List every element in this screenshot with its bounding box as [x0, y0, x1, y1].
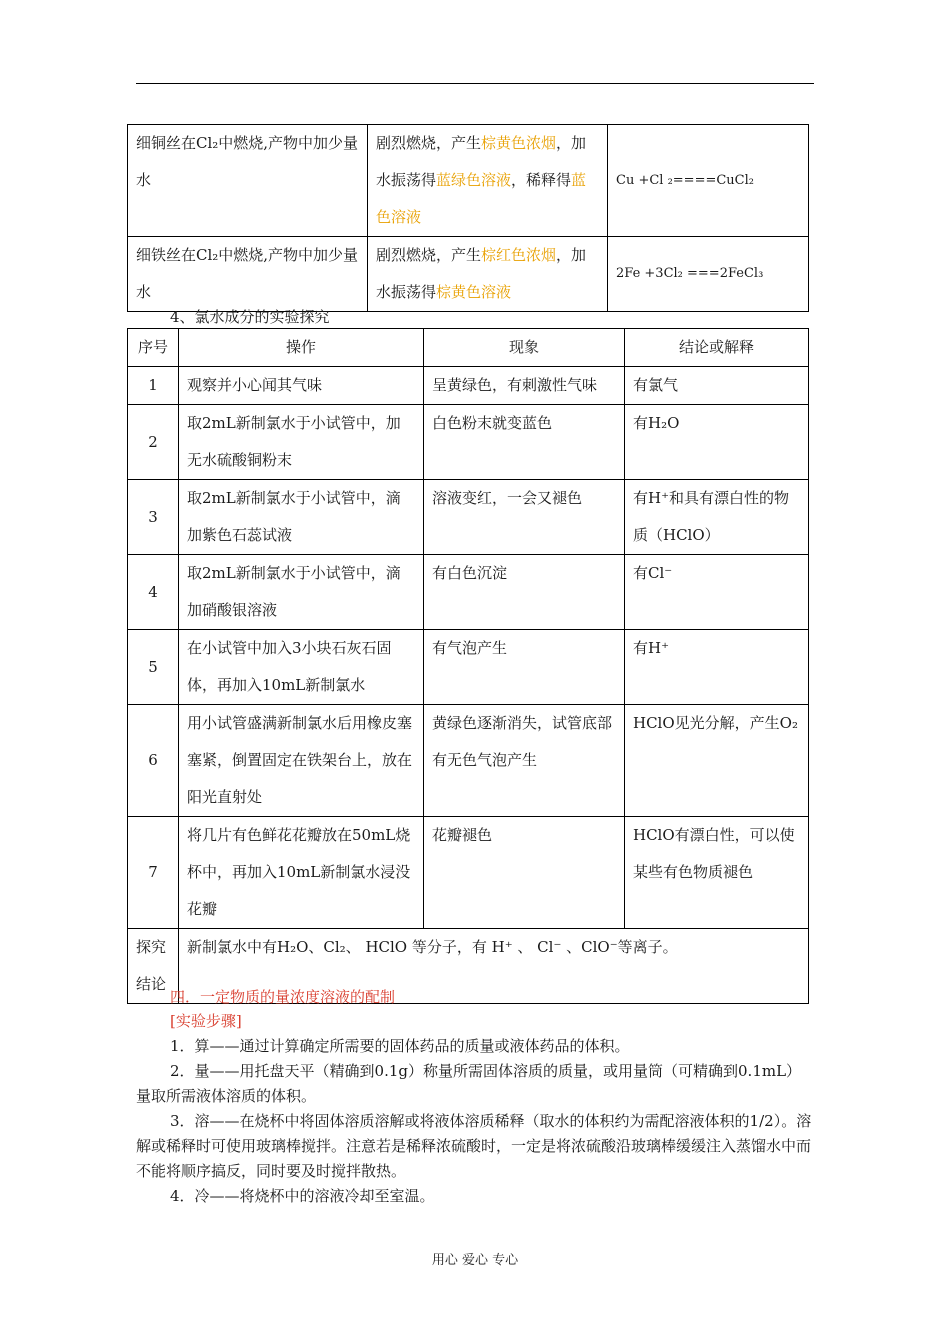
table-header-row	[128, 329, 809, 367]
operation-cell: 取2mL新制氯水于小试管中，加无水硫酸铜粉末	[179, 405, 424, 480]
procedure-steps	[136, 1034, 814, 1209]
row-number: 4	[128, 555, 179, 630]
table-row	[128, 555, 809, 630]
conclusion-cell: 有H₂O	[625, 405, 809, 480]
equation-cell: Cu +Cl ₂====CuCl₂	[608, 125, 809, 237]
row-number: 5	[128, 630, 179, 705]
phenomenon-cell: 黄绿色逐渐消失，试管底部有无色气泡产生	[424, 705, 625, 817]
conclusion-cell: HClO见光分解，产生O₂	[625, 705, 809, 817]
step-item: 1．算——通过计算确定所需要的固体药品的质量或液体药品的体积。	[170, 1037, 630, 1055]
conclusion-text: 新制氯水中有H₂O、Cl₂、 HClO 等分子，有 H⁺ 、 Cl⁻ 、ClO⁻等离子。	[179, 929, 809, 1004]
table-row	[128, 237, 809, 312]
table-row	[128, 630, 809, 705]
row-number: 7	[128, 817, 179, 929]
row-number: 3	[128, 480, 179, 555]
header-no: 序号	[128, 329, 179, 367]
phenomenon-cell: 花瓣褪色	[424, 817, 625, 929]
table-row	[128, 817, 809, 929]
conclusion-label: 探究结论	[128, 929, 179, 1004]
operation-cell: 取2mL新制氯水于小试管中，滴加紫色石蕊试液	[179, 480, 424, 555]
conclusion-cell: 有H⁺和具有漂白性的物质（HClO）	[625, 480, 809, 555]
conclusion-cell: 有氯气	[625, 367, 809, 405]
table-row	[128, 705, 809, 817]
phenomenon-cell: 白色粉末就变蓝色	[424, 405, 625, 480]
phenomenon-cell: 有白色沉淀	[424, 555, 625, 630]
phenomenon-cell: 有气泡产生	[424, 630, 625, 705]
header-conclusion: 结论或解释	[625, 329, 809, 367]
row-number: 1	[128, 367, 179, 405]
step-item: 3．溶——在烧杯中将固体溶质溶解或将液体溶质稀释（取水的体积约为需配溶液体积的1/2）。溶解或稀释时可使用玻璃棒搅拌。注意若是稀释浓硫酸时，一定是将浓硫酸沿玻璃棒缓缓注入蒸馏水中而不能将顺序搞反，同时要及时搅拌散热。	[136, 1112, 812, 1180]
table-row	[128, 405, 809, 480]
table-row	[128, 125, 809, 237]
equation-cell: 2Fe +3Cl₂ ===2FeCl₃	[608, 237, 809, 312]
section-iv-title: 四．一定物质的量浓度溶液的配制	[170, 988, 396, 1006]
conclusion-cell: 有Cl⁻	[625, 555, 809, 630]
reaction-table	[127, 124, 809, 312]
operation-cell: 在小试管中加入3小块石灰石固体，再加入10mL新制氯水	[179, 630, 424, 705]
operation-cell: 细铁丝在Cl₂中燃烧,产物中加少量水	[128, 237, 368, 312]
table-row	[128, 367, 809, 405]
conclusion-cell: 有H⁺	[625, 630, 809, 705]
row-number: 2	[128, 405, 179, 480]
header-phenomenon: 现象	[424, 329, 625, 367]
phenomenon-cell: 呈黄绿色，有刺激性气味	[424, 367, 625, 405]
operation-cell: 取2mL新制氯水于小试管中，滴加硝酸银溶液	[179, 555, 424, 630]
operation-cell: 将几片有色鲜花花瓣放在50mL烧杯中，再加入10mL新制氯水浸没花瓣	[179, 817, 424, 929]
operation-cell: 用小试管盛满新制氯水后用橡皮塞塞紧，倒置固定在铁架台上，放在阳光直射处	[179, 705, 424, 817]
chlorine-water-table	[127, 328, 809, 1004]
page-footer: 用心 爱心 专心	[431, 1253, 519, 1268]
step-item: 2．量——用托盘天平（精确到0.1g）称量所需固体溶质的质量，或用量筒（可精确到0.1mL）量取所需液体溶质的体积。	[136, 1062, 802, 1105]
phenomenon-cell: 剧烈燃烧，产生棕红色浓烟，加水振荡得棕黄色溶液	[368, 237, 608, 312]
operation-cell: 细铜丝在Cl₂中燃烧,产物中加少量水	[128, 125, 368, 237]
table-row	[128, 480, 809, 555]
header-operation: 操作	[179, 329, 424, 367]
row-number: 6	[128, 705, 179, 817]
header-rule	[136, 83, 814, 84]
phenomenon-cell: 溶液变红，一会又褪色	[424, 480, 625, 555]
section-iv-subtitle: [实验步骤]	[170, 1012, 242, 1030]
step-item: 4．冷——将烧杯中的溶液冷却至室温。	[170, 1187, 435, 1205]
section-4-caption: 4、氯水成分的实验探究	[170, 308, 330, 326]
operation-cell: 观察并小心闻其气味	[179, 367, 424, 405]
conclusion-cell: HClO有漂白性，可以使某些有色物质褪色	[625, 817, 809, 929]
phenomenon-cell: 剧烈燃烧，产生棕黄色浓烟，加水振荡得蓝绿色溶液，稀释得蓝色溶液	[368, 125, 608, 237]
